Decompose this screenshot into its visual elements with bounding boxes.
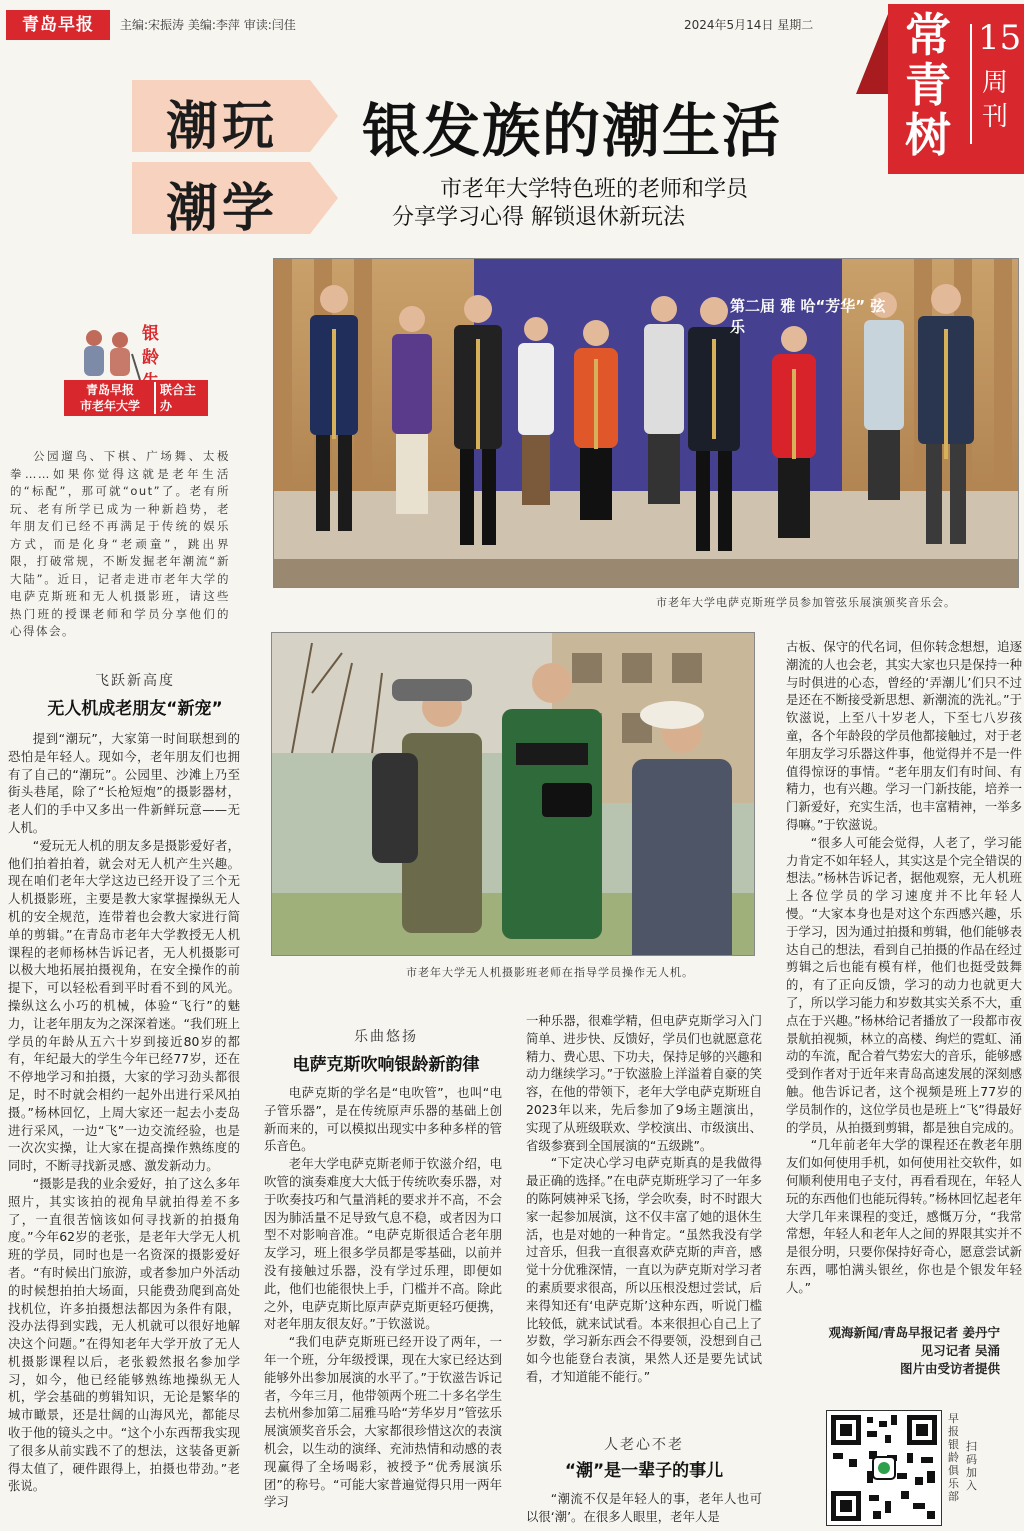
section-2-paragraph: “我们电萨克斯班已经开设了两年，一年一个班，分年级授课，现在大家已经达到能够外出参加展演的水平了。”于钦滋告诉记者，今年三月，他带领两个班二十多名学生去杭州参加第二届雅马哈“芳华岁月”管弦乐展演颁奖音乐会，大家都很珍惜这次的表演机会，以生动的演绎、充沛热情和动感的表现赢得了全场喝彩，被授予“优秀展演乐团”的称号。“可能大家普遍觉得只用一两年学习 — [264, 1334, 502, 1510]
badge-role: 联合主办 — [160, 383, 197, 413]
publication-frequency: 周刊 — [982, 68, 1009, 132]
issue-date: 2024年5月14日 星期二 — [684, 18, 814, 32]
section-3-title: “潮”是一辈子的事儿 — [564, 1461, 724, 1481]
section-3-paragraph: “很多人可能会觉得，人老了，学习能力肯定不如年轻人，其实这是个完全错误的想法。”杨林告诉记者，据他观察，无人机班上各位学员的学习速度并不比年轻人慢。“大家本身也是对这个东西感兴趣，乐于学习，因为通过拍摄和剪辑，他们能够表达自己的想法，看到自己拍摄的作品在经过剪辑之后也能有模有样，他们也挺受鼓舞的，有了正向反馈，学习的动力也就更大了，所以学习能力和岁数其实关系不大，重点在于兴趣。”杨林给记者播放了一段都市夜景航拍视频，林立的高楼、绚烂的霓虹、涌动的车流，配合着气势宏大的音乐，能够感受到作者对于近年来青岛高速发展的深刻感触。他告诉记者，这个视频是班上77岁的学员制作的，这位学员也是班上“飞”得最好的学员，从拍摄到剪辑，都是独自完成的。 — [786, 834, 1022, 1135]
editor-credits: 主编:宋振涛 美编:李萍 审读:闫佳 — [120, 18, 296, 32]
section-3-paragraph: “几年前老年大学的课程还在教老年朋友们如何使用手机，如何使用社交软件，如何顺利使用电子支付，再看看现在，年轻人玩的东西他们也能玩得转。”杨林回忆起老年大学几年来课程的变迁，感慨万分，“我常常想，年轻人和老年人之间的界限其实并不是很分明，只要你保持好奇心，愿意尝试新东西，哪怕满头银丝，你也是个银发年轻人。” — [786, 1137, 1022, 1295]
byline-reporter: 观海新闻/青岛早报记者 姜丹宁 — [828, 1325, 1000, 1340]
tag-1-box — [132, 80, 310, 157]
tag-2-box — [132, 162, 310, 239]
badge-org-2: 市老年大学 — [79, 399, 140, 413]
section-brand-block — [888, 4, 1024, 174]
section-1-paragraph: “摄影是我的业余爱好，拍了这么多年照片，其实该拍的视角早就拍得差不多了，一直很苦恼该如何寻找新的拍摄角度。”今年62岁的老张，是老年大学无人机班的学员，同时也是一名资深的摄影爱好者。“有时候出门旅游，或者参加户外活动的时候想拍拍大场面，只能费劲爬到高处找机位，许多拍摄想法都因为条件有限，没办法得到实践，无人机就可以很好地解决这个问题。”在得知老年大学开放了无人机摄影课程以后，老张毅然报名参加学习，如今，他已经能够熟练地操纵无人机，学会基础的剪辑知识，无论是繁华的城市瞰景，还是壮阔的山海风光，都能尽收于他的镜头之中。“这个小东西帮我实现了很多从前实践不了的想法，这装备更新得太值了，硬件跟得上，拍摄也带劲。”老张说。 — [8, 1175, 240, 1494]
drone-class-photo-illustration — [272, 633, 754, 955]
section-2-column-b — [526, 1012, 762, 1424]
tag-1-text: 潮玩 — [166, 96, 279, 157]
section-2-title: 电萨克斯吹响银龄新韵律 — [292, 1055, 480, 1075]
section-1-body — [8, 730, 240, 1520]
brand-divider — [970, 24, 972, 144]
badge-title: 银龄 — [142, 324, 159, 368]
headline-subtitle-line-2: 分享学习心得 解锁退休新玩法 — [392, 205, 685, 230]
event-banner-text: 第二届 雅 哈“芳华” 弦乐 — [730, 297, 886, 336]
headline-subtitle-line-1: 市老年大学特色班的老师和学员 — [440, 177, 749, 202]
newspaper-logo: 青岛早报 — [6, 10, 110, 40]
headline-tag-1 — [132, 80, 338, 157]
section-1-kicker: 飞跃新高度 — [95, 673, 175, 689]
article-intro — [10, 448, 230, 641]
badge-org-bar — [64, 380, 208, 416]
section-brand-name: 常青树 — [905, 8, 951, 162]
section-3-kicker: 人老心不老 — [604, 1437, 684, 1453]
byline-photo-credit: 图片由受访者提供 — [899, 1361, 1000, 1376]
page-number: 15 — [978, 18, 1022, 58]
section-1-title: 无人机成老朋友“新宠” — [47, 699, 223, 719]
section-2-paragraph: “下定决心学习电萨克斯真的是我做得最正确的选择。”在电萨克斯班学习了一年多的陈阿姨神采飞扬，学会吹奏，时不时跟大家一起参加展演，这不仅丰富了她的退休生活，也是对她的一种肯定。“虽然我没有学过音乐，但我一直很喜欢萨克斯的声音，感觉十分优雅深情，一直以为萨克斯对学习者的素质要求很高，所以压根没想过尝试，后来得知还有‘电萨克斯’这种东西，听说门槛比较低，就来试试看。本来很担心自己上了岁数，学习新东西会不得要领，没想到自己如今也能登台表演，果然人还是要先试试看，才知道能不能行。” — [526, 1155, 762, 1384]
section-2-paragraph: 老年大学电萨克斯老师于钦滋介绍，电吹管的演奏难度大大低于传统吹奏乐器，对于吹奏技巧和气量消耗的要求并不高，不会因为肺活量不足导致气息不稳，或者因为口型不对影响音准。“电萨克斯很适合老年朋友学习，班上很多学员都是零基础，以前并没有接触过乐器，没有学过乐理，即便如此，他们也能很快上手，门槛并不高。除此之外，电萨克斯比原声萨克斯更轻巧便携，对老年朋友很友好。”于钦滋说。 — [264, 1156, 502, 1332]
byline-intern: 见习记者 吴涌 — [920, 1343, 1000, 1358]
section-2-column-a — [264, 1084, 502, 1524]
top-photo-caption: 市老年大学电萨克斯班学员参加管弦乐展演颁奖音乐会。 — [656, 596, 956, 609]
section-2-kicker: 乐曲悠扬 — [354, 1029, 418, 1045]
middle-photo-caption: 市老年大学无人机摄影班老师在指导学员操作无人机。 — [406, 966, 694, 979]
headline-tag-2 — [132, 162, 338, 239]
tag-1-arrow — [310, 80, 338, 152]
brand-fold-decoration — [856, 14, 888, 94]
section-2-paragraph: 电萨克斯的学名是“电吹管”，也叫“电子管乐器”，是在传统原声乐器的基础上创新而来的，可以模拟出现实中多种多样的管乐音色。 — [264, 1085, 502, 1154]
elderly-couple-icon — [70, 324, 150, 384]
section-1-paragraph: 提到“潮玩”，大家第一时间联想到的恐怕是年轻人。现如今，老年朋友们也拥有了自己的“潮玩”。公园里、沙滩上乃至街头巷尾，除了“长枪短炮”的摄影器材，老人们的手中又多出一件新鲜玩意——无人机。 — [8, 731, 240, 835]
saxophone-class-photo — [273, 258, 1019, 588]
section-3-column-b — [526, 1490, 762, 1530]
section-2-paragraph: 一种乐器，很难学精，但电萨克斯学习入门简单、进步快、反馈好，学员们也就愿意花精力、费心思、下功夫，保持足够的兴趣和动力继续学习。”于钦滋脸上洋溢着自豪的笑容，在他的带领下，老年大学电萨克斯班自2023年以来，先后参加了9场主题演出，实现了从班级联欢、学校演出、市级演出、省级参赛到全国展演的“五级跳”。 — [526, 1013, 762, 1153]
tag-2-arrow — [310, 162, 338, 234]
section-1-paragraph: “爱玩无人机的朋友多是摄影爱好者，他们拍着拍着，就会对无人机产生兴趣。现在咱们老年大学这边已经开设了三个无人机摄影班，主要是教大家掌握操纵无人机的安全规范，连带着也会教大家进行简单的剪辑。”在青岛市老年大学教授无人机课程的老师杨林告诉记者，无人机摄影可以极大地拓展拍摄视角，在安全操作的前提下，可以轻松看到平时看不到的风光。操纵这么小巧的机械，体验“飞行”的魅力，让老年朋友为之深深着迷。“我们班上学员的年龄从五六十岁到接近80岁的都有，年纪最大的学生今年已经77岁，还在不停地学习和拍摄，大家的学习劲头都很足，时不时就会相约一起外出进行采风拍摄。”杨林回忆，上周大家还一起去小麦岛进行采风，一边“飞”一边交流经验，也是一次次实操，让大家在提高操作熟练度的同时，不断寻找新灵感、激发新动力。 — [8, 837, 240, 1174]
column-badge — [60, 320, 210, 420]
byline — [786, 1324, 1000, 1378]
saxophone-class-photo-illustration — [274, 259, 1018, 587]
qr-code-pattern — [827, 1411, 941, 1525]
badge-org-1: 青岛早报 — [85, 383, 134, 397]
drone-class-photo — [271, 632, 755, 956]
section-3-paragraph: 古板、保守的代名词，但你转念想想，追逐潮流的人也会老，其实大家也只是保持一种与时俱进的心态，曾经的‘弄潮儿’们只不过是还在不断接受新思想、新潮流的洗礼。”于钦滋说，上至八十岁老人，下至七八岁孩童，各个年龄段的学员他都接触过，对于老年朋友学习乐器这件事，他觉得并不是一件值得惊讶的事情。“老年朋友们有时间、有精力，也有兴趣。学习一门新技能，培养一门新爱好，充实生活，也丰富精神，一举多得嘛。”于钦滋说。 — [786, 639, 1022, 832]
section-3-column-c — [786, 638, 1022, 1316]
section-3-paragraph: “潮流不仅是年轻人的事，老年人也可以很‘潮’。在很多人眼里，老年人是 — [526, 1491, 762, 1524]
qr-label-club: 早报银龄俱乐部 — [948, 1412, 959, 1503]
intro-paragraph: 公园遛鸟、下棋、广场舞、太极拳……如果你觉得这就是老年生活的“标配”，那可就“out”了。老有所玩、老有所学已成为一种新趋势，老年朋友们已经不再满足于传统的娱乐方式，而是化身“老顽童”，跳出界限，打破常规，不断发掘老年潮流“新大陆”。近日，记者走进市老年大学的电萨克斯班和无人机摄影班，请这些热门班的授课老师和学员分享他们的心得体会。 — [10, 449, 230, 638]
tag-2-text: 潮学 — [166, 178, 279, 239]
qr-code[interactable] — [826, 1410, 942, 1526]
headline-title: 银发族的潮生活 — [362, 97, 783, 165]
qr-label-scan: 扫码加入 — [966, 1440, 977, 1492]
badge-divider — [154, 382, 156, 414]
